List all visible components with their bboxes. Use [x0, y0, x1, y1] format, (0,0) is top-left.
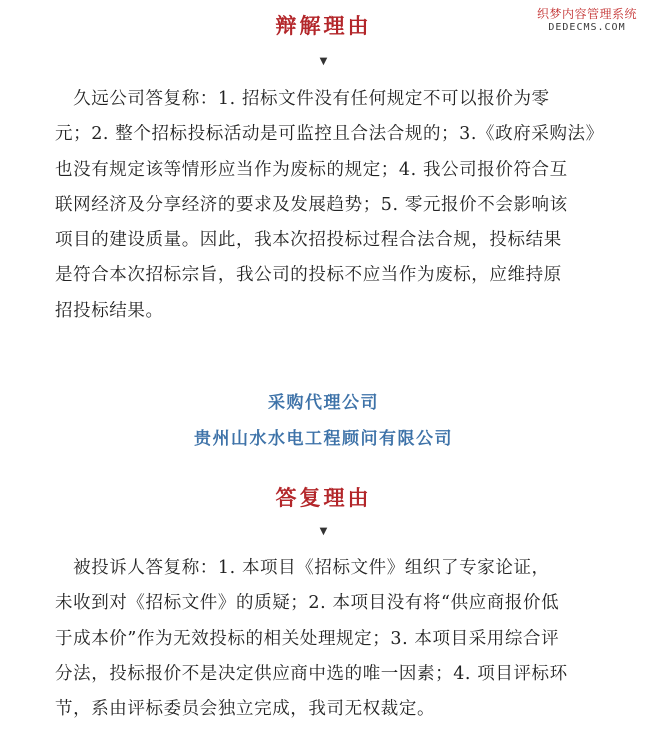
agency-name: 贵州山水水电工程顾问有限公司 [194, 429, 453, 449]
paragraph-line: 招投标结果。 [55, 300, 164, 321]
paragraph-line: 也没有规定该等情形应当作为废标的规定；4. 我公司报价符合互 [55, 159, 568, 180]
paragraph-line: 久远公司答复称：1. 招标文件没有任何规定不可以报价为零 [55, 89, 550, 109]
paragraph-line: 是符合本次招标宗旨，我公司的投标不应当作为废标，应维持原 [55, 265, 562, 286]
section2-paragraph [55, 551, 605, 727]
paragraph-line: 节，系由评标委员会独立完成，我司无权裁定。 [55, 699, 436, 720]
paragraph-line: 项目的建设质量。因此，我本次招投标过程合法合规，投标结果 [55, 230, 562, 251]
section1-heading: 辩解理由 [275, 13, 372, 38]
paragraph-line: 元；2. 整个招标投标活动是可监控且合法合规的；3.《政府采购法》 [55, 124, 604, 145]
paragraph-line: 未收到对《招标文件》的质疑；2. 本项目没有将“供应商报价低 [55, 593, 560, 614]
paragraph-line: 联网经济及分享经济的要求及发展趋势；5. 零元报价不会影响该 [55, 194, 568, 215]
watermark-en: DEDECMS.COM [548, 22, 626, 34]
agency-label: 采购代理公司 [268, 393, 379, 413]
paragraph-line: 于成本价”作为无效投标的相关处理规定；3. 本项目采用综合评 [55, 628, 560, 649]
paragraph-line: 被投诉人答复称：1. 本项目《招标文件》组织了专家论证， [55, 558, 550, 578]
section2-arrow-icon: ▼ [319, 526, 328, 537]
section1-arrow-icon: ▼ [319, 56, 328, 67]
paragraph-line: 分法，投标报价不是决定供应商中选的唯一因素；4. 项目评标环 [55, 663, 568, 684]
watermark-cn: 织梦内容管理系统 [536, 7, 637, 21]
section1-paragraph [55, 82, 605, 329]
section2-heading: 答复理由 [275, 485, 372, 510]
